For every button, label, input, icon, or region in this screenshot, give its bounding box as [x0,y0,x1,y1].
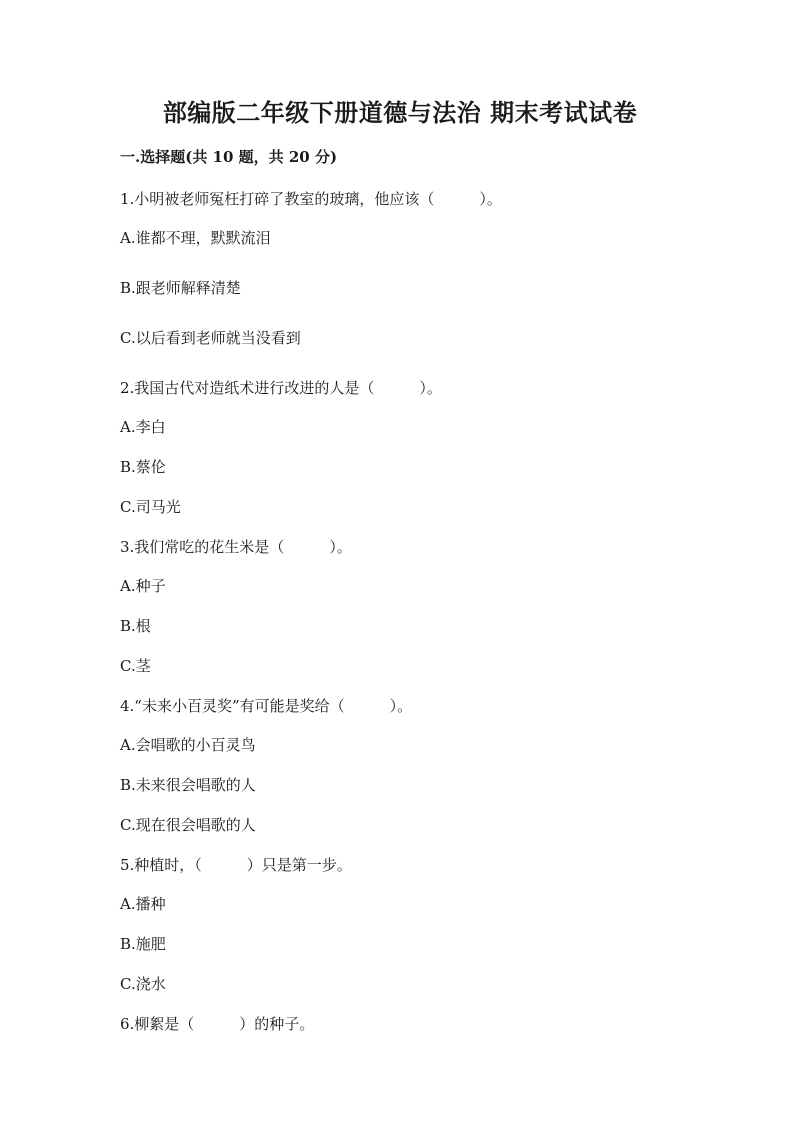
question-stem-5: 5.种植时，（ ）只是第一步。 [120,856,352,874]
question-4-option-a: A.会唱歌的小百灵鸟 [120,736,256,754]
question-stem-2: 2.我国古代对造纸术进行改进的人是（ ）。 [120,379,442,397]
question-3-option-a: A.种子 [120,577,166,595]
question-1-option-b: B.跟老师解释清楚 [120,279,241,297]
question-2-option-a: A.李白 [120,418,166,436]
question-2-option-c: C.司马光 [120,498,181,516]
question-stem-4: 4.“未来小百灵奖”有可能是奖给（ ）。 [120,697,413,715]
question-stem-3: 3.我们常吃的花生米是（ ）。 [120,538,352,556]
question-stem-1: 1.小明被老师冤枉打碎了教室的玻璃，他应该（ ）。 [120,190,502,208]
question-5-option-a: A.播种 [120,895,166,913]
question-5-option-b: B.施肥 [120,935,166,953]
question-2-option-b: B.蔡伦 [120,458,166,476]
question-5-option-c: C.浇水 [120,975,166,993]
section-heading: 一.选择题(共 10 题，共 20 分) [120,148,338,166]
question-4-option-c: C.现在很会唱歌的人 [120,816,256,834]
question-4-option-b: B.未来很会唱歌的人 [120,776,256,794]
question-3-option-c: C.茎 [120,657,151,675]
page-title: 部编版二年级下册道德与法治 期末考试试卷 [162,98,638,127]
question-1-option-c: C.以后看到老师就当没看到 [120,329,301,347]
question-stem-6: 6.柳絮是（ ）的种子。 [120,1015,315,1033]
question-1-option-a: A.谁都不理，默默流泪 [120,229,271,247]
question-3-option-b: B.根 [120,617,151,635]
